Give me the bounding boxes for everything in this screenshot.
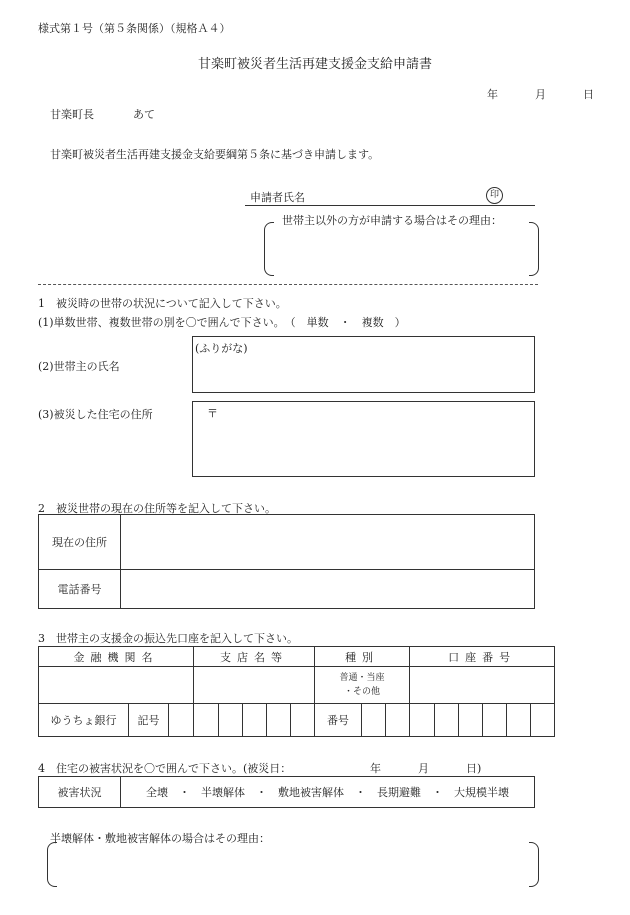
yucho-number-label: 番号 (315, 704, 362, 737)
current-address-table (38, 514, 535, 609)
account-number-header: 口座番号 (410, 647, 555, 667)
symbol-digit[interactable] (219, 704, 243, 737)
form-number: 様式第１号（第５条関係）（規格Ａ４） (38, 22, 231, 35)
section2-heading: 2 被災世帯の現在の住所等を記入して下さい。 (38, 502, 276, 515)
number-digit[interactable] (507, 704, 531, 737)
reason-bracket-left (264, 222, 274, 276)
account-number-field[interactable] (410, 667, 555, 704)
branch-field[interactable] (194, 667, 315, 704)
number-digit[interactable] (362, 704, 386, 737)
section1-heading: 1 被災時の世帯の状況について記入して下さい。 (38, 297, 287, 310)
seal-mark: 印 (486, 187, 503, 204)
household-type-question: (1)単数世帯、複数世帯の別を〇で囲んで下さい。 （ 単数 ・ 複数 ） (38, 316, 406, 329)
phone-field[interactable] (121, 570, 535, 609)
date-year-label: 年 (487, 88, 498, 101)
number-digit[interactable] (386, 704, 410, 737)
damaged-address-field[interactable] (192, 401, 535, 477)
account-type-header: 種別 (315, 647, 410, 667)
applicant-reason-label: 世帯主以外の方が申請する場合はその理由： (282, 214, 502, 227)
account-type-line2: ・その他 (344, 687, 381, 697)
damage-status-options[interactable]: 全壊 ・ 半壊解体 ・ 敷地被害解体 ・ 長期避難 ・ 大規模半壊 (121, 777, 535, 808)
bank-name-field[interactable] (39, 667, 194, 704)
symbol-digit[interactable] (169, 704, 194, 737)
applicant-reason-field[interactable] (276, 226, 526, 272)
number-digit[interactable] (483, 704, 507, 737)
yucho-symbol-label: 記号 (129, 704, 169, 737)
applicant-name-line[interactable] (245, 205, 535, 206)
number-digit[interactable] (531, 704, 555, 737)
furigana-label: (ふりがな) (195, 342, 248, 355)
symbol-digit[interactable] (243, 704, 267, 737)
section3-heading: 3 世帯主の支援金の振込先口座を記入して下さい。 (38, 632, 298, 645)
account-type-line1: 普通・当座 (339, 673, 385, 683)
number-digit[interactable] (410, 704, 435, 737)
date-month-label: 月 (535, 88, 546, 101)
symbol-digit[interactable] (291, 704, 315, 737)
bank-account-table (38, 646, 555, 737)
intro-text: 甘楽町被災者生活再建支援金支給要綱第５条に基づき申請します。 (50, 148, 380, 161)
current-address-label: 現在の住所 (39, 515, 121, 570)
damage-date-day: 日) (466, 762, 482, 775)
householder-name-field[interactable] (192, 336, 535, 393)
addressee-suffix: あて (133, 108, 155, 121)
damage-reason-label: 半壊解体・敷地被害解体の場合はその理由： (50, 832, 270, 845)
damage-status-table (38, 776, 535, 808)
damage-reason-bracket-left (47, 842, 57, 887)
damage-date-year: 年 (370, 762, 381, 775)
yucho-bank-label: ゆうちょ銀行 (39, 704, 129, 737)
damage-reason-field[interactable] (59, 845, 526, 883)
damage-status-label: 被害状況 (39, 777, 121, 808)
phone-label: 電話番号 (39, 570, 121, 609)
account-type-options[interactable] (315, 667, 410, 704)
damage-reason-bracket-right (529, 842, 539, 887)
page-title: 甘楽町被災者生活再建支援金支給申請書 (197, 57, 432, 72)
postal-mark: 〒 (207, 407, 218, 420)
number-digit[interactable] (435, 704, 459, 737)
branch-header: 支店名等 (194, 647, 315, 667)
symbol-digit[interactable] (194, 704, 219, 737)
section4-heading: 4 住宅の被害状況を〇で囲んで下さい。(被災日： (38, 762, 292, 775)
damage-date-month: 月 (418, 762, 429, 775)
symbol-digit[interactable] (267, 704, 291, 737)
householder-name-label: (2)世帯主の氏名 (38, 360, 120, 373)
divider-dashed (38, 284, 538, 285)
bank-name-header: 金融機関名 (39, 647, 194, 667)
addressee-name: 甘楽町長 (50, 108, 94, 121)
number-digit[interactable] (459, 704, 483, 737)
reason-bracket-right (529, 222, 539, 276)
damaged-address-label: (3)被災した住宅の住所 (38, 408, 153, 421)
applicant-name-label: 申請者氏名 (250, 191, 305, 204)
current-address-field[interactable] (121, 515, 535, 570)
date-day-label: 日 (583, 88, 594, 101)
